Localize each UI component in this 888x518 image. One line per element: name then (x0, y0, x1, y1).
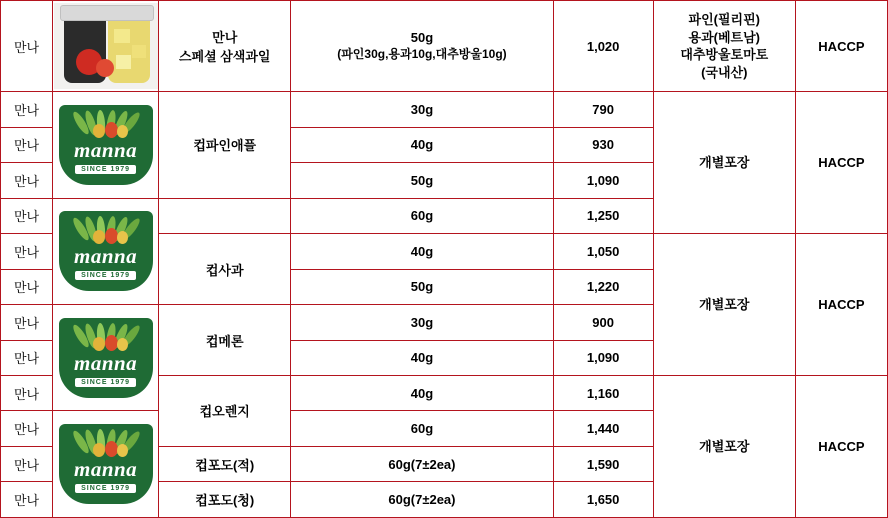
weight-cell: 60g (291, 411, 553, 446)
manna-logo (53, 92, 158, 197)
product-name-cell: 컵포도(적) (159, 446, 291, 481)
logo-wordmark: manna (73, 350, 138, 375)
pineapple-dice-icon (116, 55, 131, 69)
manna-logo (53, 411, 158, 517)
brand-cell: 만나 (1, 163, 53, 198)
product-name-cell: 컵메론 (159, 305, 291, 376)
product-name-cell: 컵오렌지 (159, 375, 291, 446)
weight-main: 50g (410, 30, 434, 46)
fruit-cup-photo (53, 1, 158, 91)
price-cell: 900 (553, 305, 653, 340)
logo-wordmark: manna (73, 457, 138, 482)
logo-since-badge: SINCE 1979 (75, 165, 136, 174)
weight-cell (291, 1, 553, 92)
logo-leaves-icon (63, 214, 149, 244)
origin-cell: 개별포장 (653, 234, 795, 376)
price-cell: 1,160 (553, 375, 653, 410)
price-cell: 790 (553, 92, 653, 127)
weight-cell: 40g (291, 127, 553, 162)
table-row (1, 1, 888, 92)
brand-cell: 만나 (1, 340, 53, 375)
logo-since-badge: SINCE 1979 (75, 271, 136, 280)
brand-cell: 만나 (1, 269, 53, 304)
cert-cell: HACCP (795, 234, 887, 376)
weight-cell: 60g(7±2ea) (291, 482, 553, 518)
weight-cell: 50g (291, 163, 553, 198)
price-cell: 1,050 (553, 234, 653, 269)
brand-cell: 만나 (1, 375, 53, 410)
weight-cell: 30g (291, 305, 553, 340)
product-image-cell (53, 198, 159, 304)
weight-cell: 40g (291, 340, 553, 375)
cert-cell: HACCP (795, 92, 887, 234)
manna-logo-icon (54, 421, 158, 507)
origin-line: 파인(필리핀) (688, 12, 760, 28)
brand-cell: 만나 (1, 198, 53, 233)
origin-line: 용과(베트남) (688, 29, 760, 45)
cert-cell: HACCP (795, 375, 887, 517)
manna-logo (53, 199, 158, 304)
weight-detail: (파인30g,용과10g,대추방울10g) (337, 47, 507, 62)
manna-logo-icon (54, 102, 158, 188)
logo-leaves-icon (63, 108, 149, 138)
price-cell: 1,440 (553, 411, 653, 446)
logo-leaves-icon (63, 321, 149, 351)
price-cell: 1,650 (553, 482, 653, 518)
product-name-cell (159, 198, 291, 233)
weight-cell: 60g (291, 198, 553, 233)
cup-lid-icon (60, 5, 154, 21)
cert-cell: HACCP (795, 1, 887, 92)
logo-shield-icon (59, 211, 153, 291)
brand-cell: 만나 (1, 1, 53, 92)
weight-cell: 60g(7±2ea) (291, 446, 553, 481)
logo-shield-icon (59, 318, 153, 398)
product-image-cell (53, 305, 159, 411)
logo-since-badge: SINCE 1979 (75, 484, 136, 493)
price-cell: 1,090 (553, 340, 653, 375)
brand-cell: 만나 (1, 446, 53, 481)
weight-cell: 40g (291, 375, 553, 410)
manna-logo-icon (54, 208, 158, 294)
origin-line: (국내산) (701, 64, 748, 80)
product-name-line2: 스페셜 삼색과일 (178, 49, 271, 65)
fruit-cup-icon (54, 3, 158, 89)
brand-cell: 만나 (1, 92, 53, 127)
origin-cell: 개별포장 (653, 375, 795, 517)
logo-shield-icon (59, 424, 153, 504)
origin-line: 대추방울토마토 (680, 47, 769, 63)
pineapple-dice-icon (132, 45, 146, 58)
logo-since-badge: SINCE 1979 (75, 378, 136, 387)
tomato-icon (96, 59, 114, 77)
origin-cell: 개별포장 (653, 92, 795, 234)
product-image-cell (53, 1, 159, 92)
brand-cell: 만나 (1, 482, 53, 518)
price-cell: 1,250 (553, 198, 653, 233)
logo-shield-icon (59, 105, 153, 185)
brand-cell: 만나 (1, 127, 53, 162)
weight-cell: 40g (291, 234, 553, 269)
logo-wordmark: manna (73, 137, 138, 162)
price-cell: 1,220 (553, 269, 653, 304)
brand-cell: 만나 (1, 234, 53, 269)
logo-leaves-icon (63, 427, 149, 457)
pineapple-dice-icon (114, 29, 130, 43)
product-image-cell (53, 92, 159, 198)
price-cell: 1,020 (553, 1, 653, 92)
price-cell: 1,090 (553, 163, 653, 198)
origin-cell (653, 1, 795, 92)
weight-cell: 30g (291, 92, 553, 127)
manna-logo-icon (54, 315, 158, 401)
product-name-cell (159, 1, 291, 92)
price-cell: 930 (553, 127, 653, 162)
product-name-cell: 컵사과 (159, 234, 291, 305)
price-cell: 1,590 (553, 446, 653, 481)
weight-cell: 50g (291, 269, 553, 304)
logo-wordmark: manna (73, 244, 138, 269)
brand-cell: 만나 (1, 411, 53, 446)
product-name-cell: 컵포도(청) (159, 482, 291, 518)
product-name-line1: 만나 (212, 30, 238, 46)
product-name-cell: 컵파인애플 (159, 92, 291, 198)
table-row (1, 92, 888, 127)
manna-logo (53, 305, 158, 410)
product-image-cell (53, 411, 159, 518)
brand-cell: 만나 (1, 305, 53, 340)
